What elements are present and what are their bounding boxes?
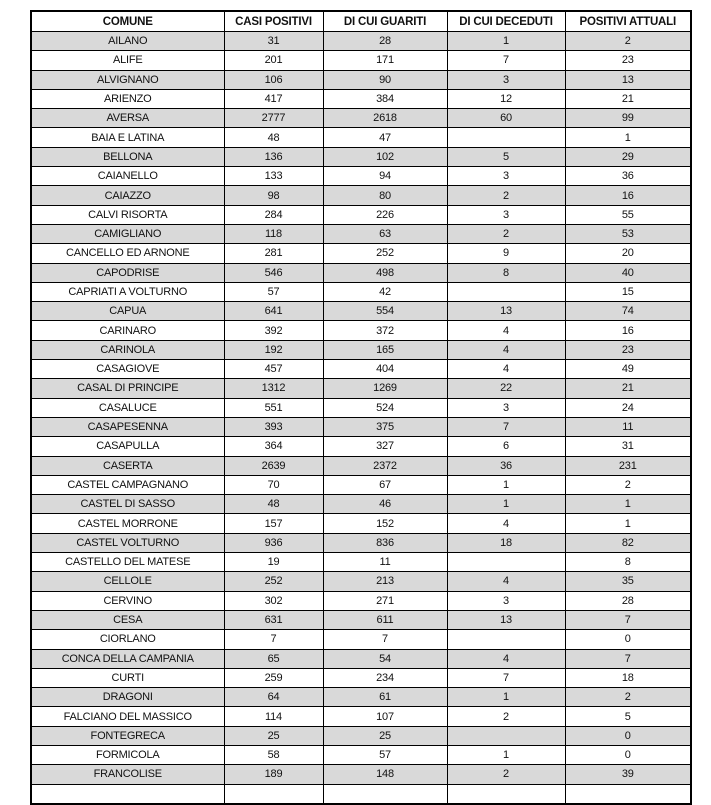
cell-positivi-attuali: 8 bbox=[565, 553, 691, 572]
cell-di-cui-deceduti: 8 bbox=[447, 263, 565, 282]
cell-di-cui-deceduti: 1 bbox=[447, 495, 565, 514]
cell-positivi-attuali: 15 bbox=[565, 282, 691, 301]
cell-di-cui-guariti: 148 bbox=[323, 765, 447, 784]
cell-casi-positivi: 65 bbox=[224, 649, 323, 668]
cell-positivi-attuali: 74 bbox=[565, 302, 691, 321]
cell-comune: ARIENZO bbox=[31, 89, 224, 108]
cell-casi-positivi: 48 bbox=[224, 128, 323, 147]
cell-di-cui-guariti: 375 bbox=[323, 417, 447, 436]
cell-di-cui-guariti: 252 bbox=[323, 244, 447, 263]
cell-di-cui-guariti: 107 bbox=[323, 707, 447, 726]
cell-positivi-attuali: 18 bbox=[565, 668, 691, 687]
table-row bbox=[31, 51, 691, 70]
cell-comune: CASAGIOVE bbox=[31, 360, 224, 379]
table-row bbox=[31, 591, 691, 610]
cell-di-cui-deceduti: 4 bbox=[447, 321, 565, 340]
cell-di-cui-deceduti bbox=[447, 630, 565, 649]
cell-di-cui-deceduti: 12 bbox=[447, 89, 565, 108]
cell-comune: CASAPESENNA bbox=[31, 417, 224, 436]
cell-di-cui-guariti: 54 bbox=[323, 649, 447, 668]
header-row bbox=[31, 11, 691, 32]
cell-di-cui-deceduti: 2 bbox=[447, 707, 565, 726]
cell-di-cui-guariti: 498 bbox=[323, 263, 447, 282]
table-header bbox=[31, 11, 691, 32]
cell-di-cui-guariti: 234 bbox=[323, 668, 447, 687]
cell-positivi-attuali: 23 bbox=[565, 51, 691, 70]
table-row bbox=[31, 340, 691, 359]
table-row bbox=[31, 32, 691, 51]
cell-di-cui-guariti: 102 bbox=[323, 147, 447, 166]
cell-comune: CAPRIATI A VOLTURNO bbox=[31, 282, 224, 301]
comuni-covid-table bbox=[30, 10, 692, 805]
cell-comune: CALVI RISORTA bbox=[31, 205, 224, 224]
cell-comune: CAPUA bbox=[31, 302, 224, 321]
cell-di-cui-guariti: 152 bbox=[323, 514, 447, 533]
table-row bbox=[31, 765, 691, 784]
table-row bbox=[31, 533, 691, 552]
cell-di-cui-guariti: 63 bbox=[323, 224, 447, 243]
cell-positivi-attuali: 20 bbox=[565, 244, 691, 263]
cell-di-cui-guariti: 46 bbox=[323, 495, 447, 514]
cell-comune: AVERSA bbox=[31, 109, 224, 128]
table-row bbox=[31, 109, 691, 128]
cell-di-cui-guariti: 213 bbox=[323, 572, 447, 591]
table-row bbox=[31, 224, 691, 243]
cell-positivi-attuali: 1 bbox=[565, 514, 691, 533]
cell-comune: CAPODRISE bbox=[31, 263, 224, 282]
cell-positivi-attuali: 16 bbox=[565, 186, 691, 205]
cell-di-cui-deceduti: 7 bbox=[447, 51, 565, 70]
column-header-di-cui-deceduti: DI CUI DECEDUTI bbox=[447, 11, 565, 32]
table-row bbox=[31, 649, 691, 668]
table-row bbox=[31, 784, 691, 804]
cell-casi-positivi: 98 bbox=[224, 186, 323, 205]
cell-di-cui-guariti: 90 bbox=[323, 70, 447, 89]
cell-comune: CIORLANO bbox=[31, 630, 224, 649]
table-row bbox=[31, 495, 691, 514]
table-row bbox=[31, 707, 691, 726]
table-row bbox=[31, 147, 691, 166]
cell-comune: CASERTA bbox=[31, 456, 224, 475]
cell-casi-positivi: 118 bbox=[224, 224, 323, 243]
table-row bbox=[31, 514, 691, 533]
table-row bbox=[31, 475, 691, 494]
cell-comune: CASTEL MORRONE bbox=[31, 514, 224, 533]
comuni-covid-table-container bbox=[30, 10, 690, 805]
cell-di-cui-guariti: 25 bbox=[323, 726, 447, 745]
cell-positivi-attuali: 13 bbox=[565, 70, 691, 89]
cell-di-cui-deceduti: 4 bbox=[447, 514, 565, 533]
cell-di-cui-guariti: 61 bbox=[323, 688, 447, 707]
cell-positivi-attuali bbox=[565, 784, 691, 804]
table-row bbox=[31, 263, 691, 282]
cell-casi-positivi: 417 bbox=[224, 89, 323, 108]
cell-di-cui-guariti: 611 bbox=[323, 610, 447, 629]
cell-casi-positivi: 31 bbox=[224, 32, 323, 51]
cell-casi-positivi: 641 bbox=[224, 302, 323, 321]
cell-casi-positivi: 133 bbox=[224, 167, 323, 186]
cell-di-cui-guariti: 524 bbox=[323, 398, 447, 417]
table-row bbox=[31, 128, 691, 147]
table-row bbox=[31, 688, 691, 707]
cell-casi-positivi: 70 bbox=[224, 475, 323, 494]
cell-di-cui-guariti: 28 bbox=[323, 32, 447, 51]
cell-di-cui-guariti: 7 bbox=[323, 630, 447, 649]
cell-positivi-attuali: 24 bbox=[565, 398, 691, 417]
table-row bbox=[31, 572, 691, 591]
cell-positivi-attuali: 7 bbox=[565, 610, 691, 629]
cell-di-cui-guariti: 67 bbox=[323, 475, 447, 494]
cell-casi-positivi: 48 bbox=[224, 495, 323, 514]
table-row bbox=[31, 186, 691, 205]
table-row bbox=[31, 379, 691, 398]
cell-positivi-attuali: 231 bbox=[565, 456, 691, 475]
cell-casi-positivi: 284 bbox=[224, 205, 323, 224]
cell-di-cui-deceduti: 9 bbox=[447, 244, 565, 263]
cell-casi-positivi: 259 bbox=[224, 668, 323, 687]
cell-di-cui-guariti: 57 bbox=[323, 745, 447, 764]
cell-casi-positivi: 157 bbox=[224, 514, 323, 533]
cell-casi-positivi: 551 bbox=[224, 398, 323, 417]
cell-casi-positivi: 364 bbox=[224, 437, 323, 456]
cell-di-cui-guariti: 226 bbox=[323, 205, 447, 224]
cell-di-cui-guariti: 2618 bbox=[323, 109, 447, 128]
table-row bbox=[31, 282, 691, 301]
cell-casi-positivi: 19 bbox=[224, 553, 323, 572]
cell-comune bbox=[31, 784, 224, 804]
cell-comune: BELLONA bbox=[31, 147, 224, 166]
cell-di-cui-deceduti: 4 bbox=[447, 340, 565, 359]
cell-casi-positivi: 7 bbox=[224, 630, 323, 649]
cell-positivi-attuali: 0 bbox=[565, 745, 691, 764]
cell-di-cui-deceduti: 60 bbox=[447, 109, 565, 128]
cell-di-cui-deceduti: 3 bbox=[447, 398, 565, 417]
cell-di-cui-deceduti: 4 bbox=[447, 360, 565, 379]
table-row bbox=[31, 167, 691, 186]
column-header-positivi-attuali: POSITIVI ATTUALI bbox=[565, 11, 691, 32]
cell-di-cui-deceduti: 3 bbox=[447, 167, 565, 186]
cell-di-cui-deceduti bbox=[447, 784, 565, 804]
cell-di-cui-guariti: 836 bbox=[323, 533, 447, 552]
table-row bbox=[31, 437, 691, 456]
table-row bbox=[31, 398, 691, 417]
cell-positivi-attuali: 1 bbox=[565, 495, 691, 514]
cell-positivi-attuali: 36 bbox=[565, 167, 691, 186]
cell-comune: AILANO bbox=[31, 32, 224, 51]
cell-di-cui-deceduti: 4 bbox=[447, 649, 565, 668]
cell-comune: CASAPULLA bbox=[31, 437, 224, 456]
cell-positivi-attuali: 21 bbox=[565, 379, 691, 398]
cell-positivi-attuali: 82 bbox=[565, 533, 691, 552]
cell-casi-positivi: 546 bbox=[224, 263, 323, 282]
cell-positivi-attuali: 23 bbox=[565, 340, 691, 359]
cell-positivi-attuali: 28 bbox=[565, 591, 691, 610]
cell-positivi-attuali: 1 bbox=[565, 128, 691, 147]
table-row bbox=[31, 726, 691, 745]
cell-di-cui-deceduti: 2 bbox=[447, 186, 565, 205]
cell-di-cui-deceduti: 2 bbox=[447, 765, 565, 784]
cell-di-cui-guariti: 47 bbox=[323, 128, 447, 147]
cell-positivi-attuali: 40 bbox=[565, 263, 691, 282]
cell-di-cui-deceduti: 7 bbox=[447, 417, 565, 436]
cell-di-cui-deceduti bbox=[447, 282, 565, 301]
cell-comune: CARINOLA bbox=[31, 340, 224, 359]
cell-casi-positivi: 2639 bbox=[224, 456, 323, 475]
table-row bbox=[31, 360, 691, 379]
cell-positivi-attuali: 16 bbox=[565, 321, 691, 340]
cell-di-cui-guariti: 2372 bbox=[323, 456, 447, 475]
cell-di-cui-deceduti: 3 bbox=[447, 70, 565, 89]
cell-di-cui-guariti: 554 bbox=[323, 302, 447, 321]
cell-comune: CASTEL DI SASSO bbox=[31, 495, 224, 514]
cell-comune: CAIAZZO bbox=[31, 186, 224, 205]
cell-casi-positivi: 631 bbox=[224, 610, 323, 629]
table-body bbox=[31, 32, 691, 804]
cell-comune: FONTEGRECA bbox=[31, 726, 224, 745]
cell-positivi-attuali: 2 bbox=[565, 32, 691, 51]
cell-di-cui-deceduti: 4 bbox=[447, 572, 565, 591]
cell-positivi-attuali: 29 bbox=[565, 147, 691, 166]
table-row bbox=[31, 302, 691, 321]
cell-di-cui-deceduti: 36 bbox=[447, 456, 565, 475]
cell-positivi-attuali: 7 bbox=[565, 649, 691, 668]
cell-di-cui-deceduti: 22 bbox=[447, 379, 565, 398]
cell-di-cui-guariti: 165 bbox=[323, 340, 447, 359]
cell-casi-positivi: 252 bbox=[224, 572, 323, 591]
cell-positivi-attuali: 0 bbox=[565, 726, 691, 745]
cell-casi-positivi: 1312 bbox=[224, 379, 323, 398]
table-row bbox=[31, 417, 691, 436]
cell-comune: CASAL DI PRINCIPE bbox=[31, 379, 224, 398]
cell-di-cui-guariti: 271 bbox=[323, 591, 447, 610]
cell-di-cui-deceduti: 3 bbox=[447, 591, 565, 610]
cell-casi-positivi: 192 bbox=[224, 340, 323, 359]
cell-di-cui-guariti: 80 bbox=[323, 186, 447, 205]
cell-casi-positivi: 114 bbox=[224, 707, 323, 726]
cell-casi-positivi: 106 bbox=[224, 70, 323, 89]
column-header-comune: COMUNE bbox=[31, 11, 224, 32]
table-row bbox=[31, 205, 691, 224]
cell-positivi-attuali: 99 bbox=[565, 109, 691, 128]
column-header-casi-positivi: CASI POSITIVI bbox=[224, 11, 323, 32]
cell-casi-positivi: 457 bbox=[224, 360, 323, 379]
cell-comune: CURTI bbox=[31, 668, 224, 687]
cell-comune: CASTEL VOLTURNO bbox=[31, 533, 224, 552]
cell-casi-positivi bbox=[224, 784, 323, 804]
cell-comune: CELLOLE bbox=[31, 572, 224, 591]
cell-casi-positivi: 302 bbox=[224, 591, 323, 610]
table-row bbox=[31, 668, 691, 687]
cell-di-cui-guariti: 372 bbox=[323, 321, 447, 340]
cell-di-cui-deceduti: 2 bbox=[447, 224, 565, 243]
table-row bbox=[31, 553, 691, 572]
cell-di-cui-deceduti: 3 bbox=[447, 205, 565, 224]
cell-comune: FRANCOLISE bbox=[31, 765, 224, 784]
cell-casi-positivi: 936 bbox=[224, 533, 323, 552]
cell-casi-positivi: 201 bbox=[224, 51, 323, 70]
cell-casi-positivi: 136 bbox=[224, 147, 323, 166]
cell-positivi-attuali: 49 bbox=[565, 360, 691, 379]
cell-casi-positivi: 393 bbox=[224, 417, 323, 436]
cell-di-cui-deceduti bbox=[447, 553, 565, 572]
cell-di-cui-guariti: 327 bbox=[323, 437, 447, 456]
cell-di-cui-deceduti bbox=[447, 128, 565, 147]
cell-comune: CARINARO bbox=[31, 321, 224, 340]
cell-di-cui-deceduti: 6 bbox=[447, 437, 565, 456]
cell-positivi-attuali: 5 bbox=[565, 707, 691, 726]
cell-di-cui-guariti: 11 bbox=[323, 553, 447, 572]
cell-comune: FALCIANO DEL MASSICO bbox=[31, 707, 224, 726]
cell-di-cui-deceduti bbox=[447, 726, 565, 745]
table-row bbox=[31, 321, 691, 340]
cell-di-cui-deceduti: 18 bbox=[447, 533, 565, 552]
cell-casi-positivi: 392 bbox=[224, 321, 323, 340]
cell-positivi-attuali: 39 bbox=[565, 765, 691, 784]
cell-comune: CASALUCE bbox=[31, 398, 224, 417]
cell-di-cui-deceduti: 13 bbox=[447, 302, 565, 321]
cell-comune: CESA bbox=[31, 610, 224, 629]
table-row bbox=[31, 630, 691, 649]
table-row bbox=[31, 89, 691, 108]
cell-positivi-attuali: 11 bbox=[565, 417, 691, 436]
cell-comune: ALIFE bbox=[31, 51, 224, 70]
cell-comune: CAIANELLO bbox=[31, 167, 224, 186]
cell-di-cui-deceduti: 1 bbox=[447, 688, 565, 707]
cell-di-cui-guariti bbox=[323, 784, 447, 804]
cell-di-cui-guariti: 384 bbox=[323, 89, 447, 108]
cell-di-cui-deceduti: 1 bbox=[447, 475, 565, 494]
table-row bbox=[31, 70, 691, 89]
cell-di-cui-guariti: 171 bbox=[323, 51, 447, 70]
cell-di-cui-deceduti: 1 bbox=[447, 32, 565, 51]
cell-di-cui-deceduti: 7 bbox=[447, 668, 565, 687]
column-header-di-cui-guariti: DI CUI GUARITI bbox=[323, 11, 447, 32]
cell-positivi-attuali: 55 bbox=[565, 205, 691, 224]
table-row bbox=[31, 745, 691, 764]
cell-comune: CERVINO bbox=[31, 591, 224, 610]
cell-positivi-attuali: 21 bbox=[565, 89, 691, 108]
cell-casi-positivi: 2777 bbox=[224, 109, 323, 128]
cell-casi-positivi: 58 bbox=[224, 745, 323, 764]
cell-comune: CAMIGLIANO bbox=[31, 224, 224, 243]
cell-comune: BAIA E LATINA bbox=[31, 128, 224, 147]
cell-di-cui-guariti: 404 bbox=[323, 360, 447, 379]
cell-casi-positivi: 189 bbox=[224, 765, 323, 784]
table-row bbox=[31, 456, 691, 475]
cell-di-cui-guariti: 1269 bbox=[323, 379, 447, 398]
cell-comune: CONCA DELLA CAMPANIA bbox=[31, 649, 224, 668]
cell-casi-positivi: 25 bbox=[224, 726, 323, 745]
cell-di-cui-guariti: 42 bbox=[323, 282, 447, 301]
cell-positivi-attuali: 35 bbox=[565, 572, 691, 591]
cell-positivi-attuali: 2 bbox=[565, 475, 691, 494]
cell-positivi-attuali: 31 bbox=[565, 437, 691, 456]
cell-comune: FORMICOLA bbox=[31, 745, 224, 764]
cell-comune: CASTEL CAMPAGNANO bbox=[31, 475, 224, 494]
cell-di-cui-deceduti: 5 bbox=[447, 147, 565, 166]
cell-comune: CASTELLO DEL MATESE bbox=[31, 553, 224, 572]
cell-comune: ALVIGNANO bbox=[31, 70, 224, 89]
cell-positivi-attuali: 2 bbox=[565, 688, 691, 707]
table-row bbox=[31, 610, 691, 629]
cell-comune: DRAGONI bbox=[31, 688, 224, 707]
cell-casi-positivi: 281 bbox=[224, 244, 323, 263]
cell-di-cui-guariti: 94 bbox=[323, 167, 447, 186]
cell-casi-positivi: 57 bbox=[224, 282, 323, 301]
cell-di-cui-deceduti: 1 bbox=[447, 745, 565, 764]
cell-positivi-attuali: 53 bbox=[565, 224, 691, 243]
cell-comune: CANCELLO ED ARNONE bbox=[31, 244, 224, 263]
cell-positivi-attuali: 0 bbox=[565, 630, 691, 649]
cell-casi-positivi: 64 bbox=[224, 688, 323, 707]
cell-di-cui-deceduti: 13 bbox=[447, 610, 565, 629]
table-row bbox=[31, 244, 691, 263]
